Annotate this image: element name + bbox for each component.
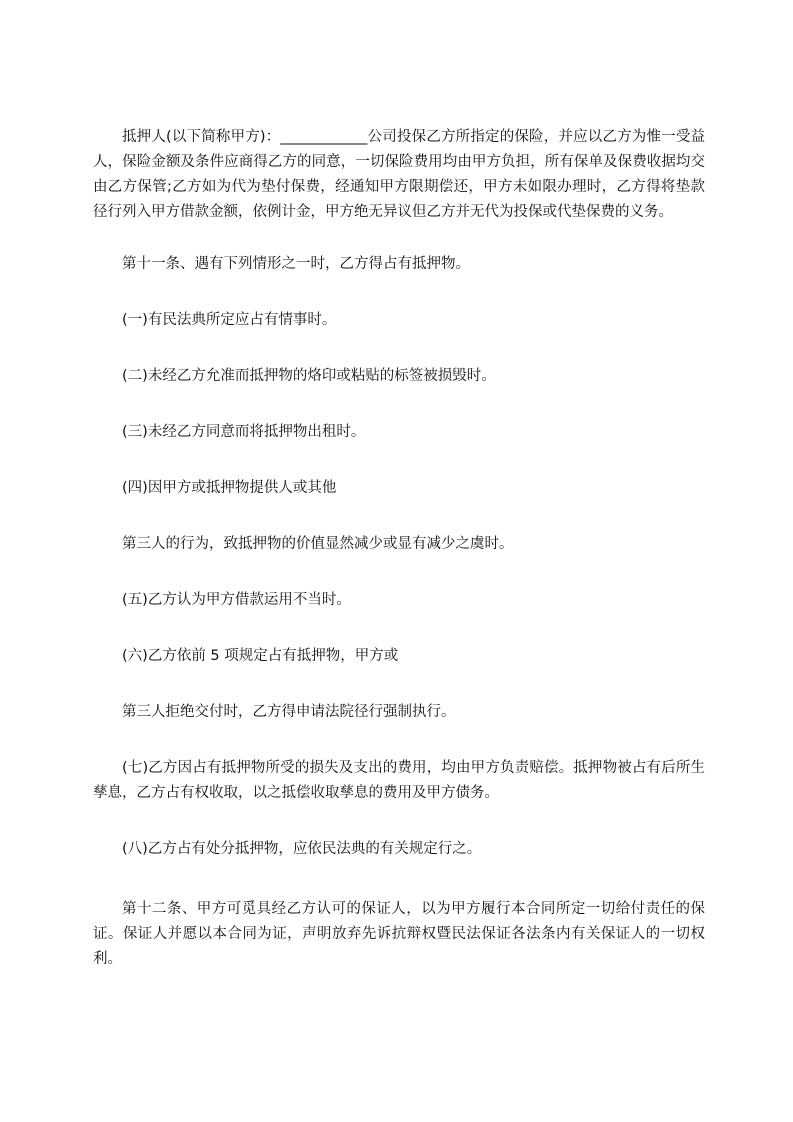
paragraph-item-6: (六)乙方依前 5 项规定占有抵押物，甲方或 [122, 648, 399, 664]
paragraph-item-4: (四)因甲方或抵押物提供人或其他 [122, 480, 337, 496]
paragraph-item-7: (七)乙方因占有抵押物所受的损失及支出的费用，均由甲方负责赔偿。抵押物被占有后所生孳息，乙方占有权收取，以之抵偿收取孳息的费用及甲方债务。 [93, 760, 705, 801]
paragraph-item-2: (二)未经乙方允准而抵押物的烙印或粘贴的标签被损毁时。 [122, 368, 496, 384]
document-body [93, 125, 705, 972]
paragraph-item-6-continued: 第三人拒绝交付时，乙方得申请法院径行强制执行。 [122, 704, 456, 720]
paragraph-item-8: (八)乙方占有处分抵押物，应依民法典的有关规定行之。 [122, 841, 482, 857]
paragraph-article-11: 第十一条、遇有下列情形之一时，乙方得占有抵押物。 [122, 256, 470, 272]
paragraph-item-3: (三)未经乙方同意而将抵押物出租时。 [122, 424, 366, 440]
paragraph-insurance-clause: 抵押人(以下简称甲方)：____________公司投保乙方所指定的保险，并应以乙方为惟一受益人，保险金额及条件应商得乙方的同意，一切保险费用均由甲方负担，所有保单及保费收据均交由乙方保管;乙方如为代为垫付保费，经通知甲方限期偿还，甲方未如限办理时，乙方得将垫款径行列入甲方借款金额，依例计金，甲方绝无异议但乙方并无代为投保或代垫保费的义务。 [93, 129, 705, 220]
paragraph-item-1: (一)有民法典所定应占有情事时。 [122, 312, 337, 328]
paragraph-item-4-continued: 第三人的行为，致抵押物的价值显然减少或显有减少之虞时。 [122, 536, 514, 552]
paragraph-article-12: 第十二条、甲方可觅具经乙方认可的保证人，以为甲方履行本合同所定一切给付责任的保证。保证人并愿以本合同为证，声明放弃先诉抗辩权暨民法保证各法条内有关保证人的一切权利。 [93, 901, 705, 967]
paragraph-item-5: (五)乙方认为甲方借款运用不当时。 [122, 592, 351, 608]
